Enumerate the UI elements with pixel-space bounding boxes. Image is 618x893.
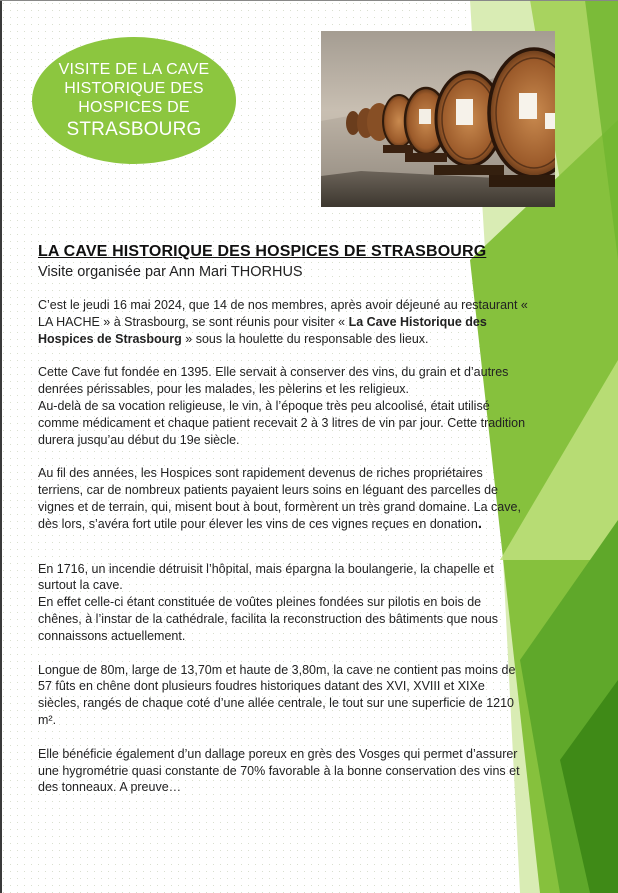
paragraph-visit-part-2: » sous la houlette du responsable des lieux. [181,331,429,346]
paragraph-visit-part-1: C’est le jeudi 16 mai 2024, que 14 de nos membres, après avoir déjeuné au restaurant « LA HACHE » à Strasbourg, se sont réunis pour visiter « [38,298,528,329]
paragraph-foundation-part-2: Au-delà de sa vocation religieuse, le vin, à l’époque très peu alcoolisé, était utilisé comme médicament et chaque patient recevait 2 à 3 litres de vin par jour. Cette tradition durera jusqu’au début du 19e siècle. [38,398,526,447]
paragraph-estates-text: Au fil des années, les Hospices sont rapidement devenus de riches propriétaires terriens, car de nombreux patients payaient leurs soins en léguant des parcelles de vignes et de terrain, qui, misent bout à bout, formèrent un très grand domaine. La cave, dès lors, s’avéra fort utile pour élever les vins de ces vignes reçues en donation [38,466,521,531]
article-subtitle: Visite organisée par Ann Mari THORHUS [38,264,303,280]
paragraph-foundation-part-1: Cette Cave fut fondée en 1395. Elle servait à conserver des vins, du grain et d’autres denrées périssables, pour les malades, les pèlerins et les religieux. [38,365,509,397]
article-title: LA CAVE HISTORIQUE DES HOSPICES DE STRASBOURG [38,243,487,260]
page-border-left [0,0,2,893]
cellar-photo [321,31,555,207]
oval-line-3: HOSPICES DE [78,98,190,116]
paragraph-fire-part-2: En effet celle-ci étant constituée de voûtes pleines fondées sur pilotis en bois de chênes, à l’instar de la cathédrale, facilita la reconstruction des bâtiments que nous connaissons actuellement. [38,595,498,643]
cave-name-bold: La Cave Historique des Hospices de Strasbourg [38,314,487,346]
paragraph-estates-period: . [477,514,482,532]
paragraph-fire [38,561,528,645]
oval-line-1: VISITE DE LA CAVE [58,60,210,78]
article [38,243,528,796]
paragraph-foundation [38,364,528,448]
oval-line-2: HISTORIQUE DES [64,79,204,97]
paragraph-visit [38,297,528,347]
paragraph-hygrometry: Elle bénéficie également d’un dallage poreux en grès des Vosges qui permet d’assurer une hygrométrie quasi constante de 70% favorable à la bonne conservation des vins et des tonneaux. A preuve… [38,746,520,795]
title-oval [32,37,236,164]
oval-line-4: STRASBOURG [66,118,202,140]
paragraph-dimensions: Longue de 80m, large de 13,70m et haute de 3,80m, la cave ne contient pas moins de 57 fûts en chêne dont plusieurs foudres historiques datant des XVI, XVIII et XIXe siècles, rangés de chaque coté d’une allée centrale, le tout sur une superficie de 1210 m². [38,662,516,727]
oval-title [59,60,210,142]
paragraph-fire-part-1: En 1716, un incendie détruisit l’hôpital, mais épargna la boulangerie, la chapelle et surtout la cave. [38,561,494,593]
paragraph-estates [38,465,528,532]
page-border-top [0,0,618,1]
